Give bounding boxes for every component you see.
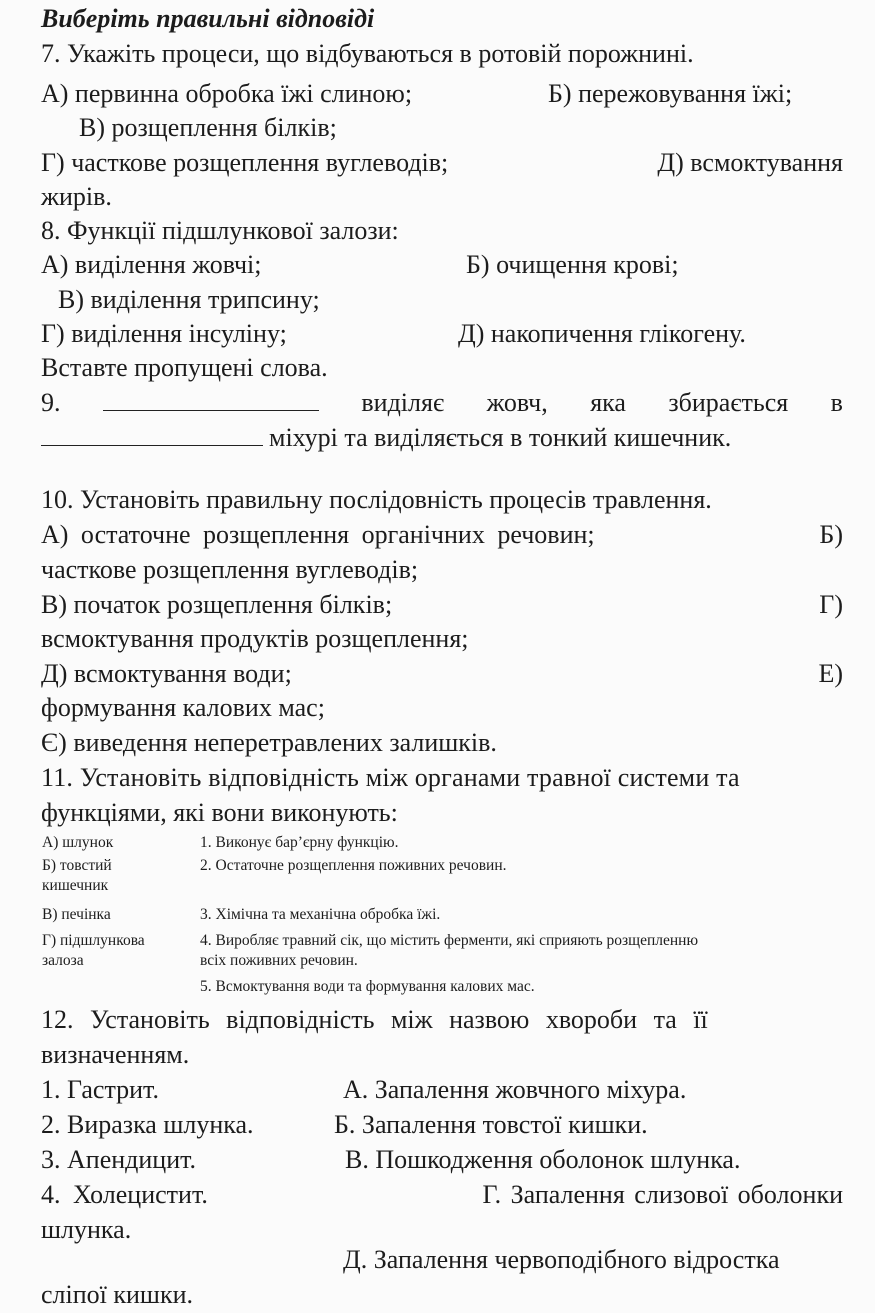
q12-title-line-1: 12. Установіть відповідність між назвою хвороби та її: [41, 1005, 708, 1034]
fill-in-title: Вставте пропущені слова.: [41, 353, 328, 382]
q10-option-d: всмоктування продуктів розщеплення;: [41, 624, 469, 653]
q12-title-line-2: визначенням.: [41, 1040, 190, 1069]
q7-option-e: Д) всмоктування: [657, 148, 843, 177]
q11-organ-b: Б) товстий: [42, 857, 112, 874]
q7-title: 7. Укажіть процеси, що відбуваються в ротовій порожнині.: [41, 39, 694, 68]
q12-definition-a: А. Запалення жовчного міхура.: [343, 1075, 687, 1104]
q12-disease-1: 1. Гастрит.: [41, 1075, 159, 1104]
q7-option-a: А) первинна обробка їжі слиною;: [41, 79, 413, 108]
q10-row-c: [41, 588, 843, 622]
q12-disease-3: 3. Апендицит.: [41, 1145, 197, 1174]
q12-definition-c: В. Пошкодження оболонок шлунка.: [345, 1145, 741, 1174]
q7-option-c: В) розщеплення білків;: [79, 113, 337, 142]
q11-title-line-1: 11. Установіть відповідність між органами травної системи та: [41, 763, 740, 792]
q11-function-1: 1. Виконує бар’єрну функцію.: [200, 834, 399, 851]
q11-function-4-cont: всіх поживних речовин.: [200, 952, 358, 969]
q12-disease-2: 2. Виразка шлунка.: [41, 1110, 254, 1139]
q12-definition-e: Д. Запалення червоподібного відростка: [343, 1245, 780, 1274]
q10-option-c: В) початок розщеплення білків;: [41, 590, 393, 619]
q11-organ-d: Г) підшлункова: [42, 932, 145, 949]
q10-option-e: Д) всмоктування води;: [41, 659, 292, 688]
q8-option-b: Б) очищення крові;: [466, 250, 679, 279]
q12-definition-d-cont: шлунка.: [41, 1215, 132, 1244]
q12-definition-d: Г. Запалення слизової оболонки: [482, 1180, 843, 1209]
q11-function-3: 3. Хімічна та механічна обробка їжі.: [200, 906, 441, 923]
q9-word-5: в: [830, 388, 843, 417]
q9-word-3: яка: [590, 388, 626, 417]
q10-title: 10. Установіть правильну послідовність процесів травлення.: [41, 485, 712, 514]
q12-definition-b: Б. Запалення товстої кишки.: [334, 1110, 648, 1139]
q8-option-a: А) виділення жовчі;: [41, 250, 262, 279]
q7-option-d: Г) часткове розщеплення вуглеводів;: [41, 148, 449, 177]
q11-organ-d-cont: залоза: [42, 952, 84, 969]
q10-mark-b: Б): [819, 520, 843, 549]
q7-option-b: Б) пережовування їжі;: [548, 79, 793, 108]
q11-organ-b-cont: кишечник: [42, 877, 109, 894]
q10-option-a: А) остаточне розщеплення органічних речовин;: [41, 520, 595, 549]
q11-organ-c: В) печінка: [42, 906, 111, 923]
q9-number: 9.: [41, 388, 61, 417]
q10-row-e: [41, 657, 843, 691]
section-header: Виберіть правильні відповіді: [41, 4, 375, 33]
q7-option-e-cont: жирів.: [41, 182, 112, 211]
q10-option-f: формування калових мас;: [41, 693, 325, 722]
q9-word-4: збирається: [668, 388, 789, 417]
q11-function-4: 4. Виробляє травний сік, що містить ферменти, які сприяють розщепленню: [200, 932, 699, 949]
q8-option-c: В) виділення трипсину;: [58, 285, 320, 314]
q8-title: 8. Функції підшлункової залози:: [41, 216, 399, 245]
q9-blank-1[interactable]: [103, 388, 319, 411]
q10-option-b: часткове розщеплення вуглеводів;: [41, 555, 419, 584]
q8-option-d: Г) виділення інсуліну;: [41, 319, 287, 348]
q9-rest: міхурі та виділяється в тонкий кишечник.: [269, 423, 732, 452]
q11-title-line-2: функціями, які вони виконують:: [41, 798, 398, 827]
q10-row-a: [41, 518, 843, 552]
q11-function-2: 2. Остаточне розщеплення поживних речовин.: [200, 857, 507, 874]
q11-function-5: 5. Всмоктування води та формування калових мас.: [200, 978, 535, 995]
q8-option-e: Д) накопичення глікогену.: [458, 319, 746, 348]
q10-mark-f: Е): [818, 659, 843, 688]
q9-word-1: виділяє: [361, 388, 445, 417]
q11-organ-a: А) шлунок: [42, 834, 114, 851]
q12-disease-4: 4. Холецистит.: [41, 1180, 208, 1209]
q9-word-2: жовч,: [486, 388, 548, 417]
q7-row-d-e: [41, 146, 843, 180]
q10-option-g: Є) виведення неперетравлених залишків.: [41, 728, 497, 757]
q9-line-2: [41, 421, 843, 455]
q12-row-4: [41, 1178, 843, 1212]
q9-blank-2[interactable]: [41, 423, 263, 446]
q12-definition-e-cont: сліпої кишки.: [41, 1280, 193, 1309]
q9-line-1: [41, 386, 843, 420]
q10-mark-d: Г): [819, 590, 843, 619]
